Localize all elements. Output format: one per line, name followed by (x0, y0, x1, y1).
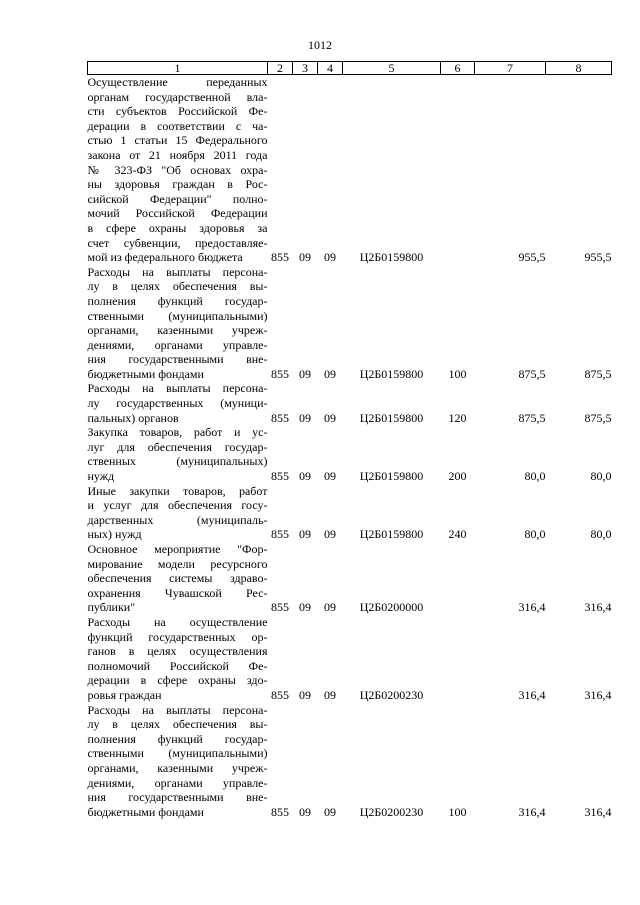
table-row (88, 265, 612, 382)
expense-type-code (441, 75, 475, 265)
description-line: Расходы на выплаты персона- (87, 702, 268, 717)
section-code: 09 (299, 469, 311, 484)
description-line: стью 1 статьи 15 Федерального (87, 133, 268, 148)
description-line: ственными (муниципальными) (87, 746, 268, 761)
description-line: сийской Федерации" полно- (87, 191, 268, 206)
description-line: бюджетными фондами (87, 804, 204, 819)
amount-col7: 80,0 (524, 469, 546, 484)
description-line: дениями, органами управле- (87, 337, 268, 352)
header-cell: 8 (546, 62, 612, 75)
description-line: счет субвенции, предоставляе- (87, 235, 268, 250)
amount-col7: 80,0 (524, 527, 546, 542)
description-line: Расходы на осуществление (87, 614, 268, 629)
description-line: нужд (87, 469, 115, 484)
row-description (88, 484, 268, 542)
amount-col7: 316,4 (518, 687, 546, 702)
expense-type-code: 120 (448, 410, 467, 425)
description-line: обеспечения системы здраво- (87, 571, 268, 586)
description-line: дениями, органами управле- (87, 775, 268, 790)
table-row (88, 484, 612, 542)
header-cell: 3 (293, 62, 318, 75)
row-description (88, 703, 268, 820)
ministry-code: 855 (271, 804, 289, 819)
section-code: 09 (299, 804, 311, 819)
description-line: дерации в сфере охраны здо- (87, 673, 268, 688)
amount-col8: 316,4 (584, 600, 612, 615)
subsection-code: 09 (324, 250, 336, 265)
section-code: 09 (299, 687, 311, 702)
description-line: дерации в соответствии с ча- (87, 118, 268, 133)
expense-type-code: 100 (448, 804, 467, 819)
row-description (88, 542, 268, 615)
description-line: ны здоровья граждан в Рос- (87, 177, 268, 192)
amount-col7: 316,4 (518, 804, 546, 819)
row-description (88, 615, 268, 703)
subsection-code: 09 (324, 600, 336, 615)
ministry-code: 855 (271, 687, 289, 702)
expense-type-code: 100 (448, 366, 467, 381)
description-line: Закупка товаров, работ и ус- (87, 425, 268, 440)
description-line: мочий Российской Федерации (87, 206, 268, 221)
table-row (88, 381, 612, 425)
description-line: Расходы на выплаты персона- (87, 264, 268, 279)
description-line: ственных (муниципальных) (87, 454, 268, 469)
amount-col8: 80,0 (590, 469, 612, 484)
amount-col8: 875,5 (584, 410, 612, 425)
ministry-code: 855 (271, 366, 289, 381)
expense-type-code: 200 (448, 469, 467, 484)
table-row (88, 425, 612, 483)
section-code: 09 (299, 250, 311, 265)
target-article-code: Ц2Б0200230 (359, 687, 424, 702)
budget-table (87, 61, 612, 819)
subsection-code: 09 (324, 366, 336, 381)
description-line: ганов в целях осуществления (87, 644, 268, 659)
row-description (88, 381, 268, 425)
amount-col8: 80,0 (590, 527, 612, 542)
target-article-code: Ц2Б0159800 (359, 527, 424, 542)
header-cell: 7 (475, 62, 546, 75)
header-cell: 4 (318, 62, 343, 75)
description-line: ния государственными вне- (87, 790, 268, 805)
target-article-code: Ц2Б0159800 (359, 250, 424, 265)
description-line: полнения функций государ- (87, 293, 268, 308)
section-code: 09 (299, 366, 311, 381)
description-line: ровья граждан (87, 687, 162, 702)
amount-col8: 875,5 (584, 366, 612, 381)
ministry-code: 855 (271, 250, 289, 265)
description-line: бюджетными фондами (87, 366, 204, 381)
description-line: лу государственных (муници- (87, 396, 268, 411)
ministry-code: 855 (271, 469, 289, 484)
description-line: функций государственных ор- (87, 629, 268, 644)
row-description (88, 425, 268, 483)
row-description (88, 265, 268, 382)
table-row (88, 615, 612, 703)
ministry-code: 855 (271, 410, 289, 425)
amount-col7: 955,5 (518, 250, 546, 265)
target-article-code: Ц2Б0159800 (359, 366, 424, 381)
description-line: органам государственной вла- (87, 89, 268, 104)
description-line: органами, казенными учреж- (87, 760, 268, 775)
header-cell: 1 (88, 62, 268, 75)
subsection-code: 09 (324, 527, 336, 542)
subsection-code: 09 (324, 687, 336, 702)
ministry-code: 855 (271, 527, 289, 542)
description-line: луг для обеспечения государ- (87, 439, 268, 454)
description-line: мой из федерального бюджета (87, 250, 243, 265)
description-line: дарственных (муниципаль- (87, 512, 268, 527)
subsection-code: 09 (324, 469, 336, 484)
header-cell: 2 (268, 62, 293, 75)
description-line: ния государственными вне- (87, 352, 268, 367)
description-line: Иные закупки товаров, работ (87, 483, 268, 498)
target-article-code: Ц2Б0159800 (359, 410, 424, 425)
header-cell: 5 (343, 62, 441, 75)
target-article-code: Ц2Б0200000 (359, 600, 424, 615)
description-line: сти субъектов Российской Фе- (87, 104, 268, 119)
amount-col7: 875,5 (518, 366, 546, 381)
table-row (88, 703, 612, 820)
page-number: 1012 (308, 38, 332, 52)
description-line: полнения функций государ- (87, 731, 268, 746)
ministry-code: 855 (271, 600, 289, 615)
row-description (88, 75, 268, 265)
amount-col8: 955,5 (584, 250, 612, 265)
amount-col8: 316,4 (584, 687, 612, 702)
header-row (88, 62, 612, 75)
description-line: закона от 21 ноября 2011 года (87, 147, 268, 162)
description-line: Расходы на выплаты персона- (87, 381, 268, 396)
description-line: лу в целях обеспечения вы- (87, 717, 268, 732)
target-article-code: Ц2Б0159800 (359, 469, 424, 484)
description-line: полномочий Российской Фе- (87, 658, 268, 673)
description-line: ных) нужд (87, 527, 142, 542)
section-code: 09 (299, 410, 311, 425)
description-line: мирование модели ресурсного (87, 556, 268, 571)
description-line: охранения Чувашской Рес- (87, 585, 268, 600)
subsection-code: 09 (324, 804, 336, 819)
section-code: 09 (299, 600, 311, 615)
description-line: Осуществление переданных (87, 75, 268, 89)
amount-col8: 316,4 (584, 804, 612, 819)
subsection-code: 09 (324, 410, 336, 425)
table-row (88, 75, 612, 265)
target-article-code: Ц2Б0200230 (359, 804, 424, 819)
description-line: лу в целях обеспечения вы- (87, 279, 268, 294)
amount-col7: 875,5 (518, 410, 546, 425)
description-line: Основное мероприятие "Фор- (87, 542, 268, 556)
description-line: и услуг для обеспечения госу- (87, 498, 268, 513)
description-line: № 323-ФЗ "Об основах охра- (87, 162, 268, 177)
description-line: ственными (муниципальными) (87, 308, 268, 323)
header-cell: 6 (441, 62, 475, 75)
expense-type-code (441, 542, 475, 615)
description-line: органами, казенными учреж- (87, 323, 268, 338)
amount-col7: 316,4 (518, 600, 546, 615)
description-line: пальных) органов (87, 410, 179, 425)
description-line: публики" (87, 600, 136, 615)
expense-type-code: 240 (448, 527, 467, 542)
description-line: в сфере охраны здоровья за (87, 220, 268, 235)
table-row (88, 542, 612, 615)
expense-type-code (441, 615, 475, 703)
section-code: 09 (299, 527, 311, 542)
